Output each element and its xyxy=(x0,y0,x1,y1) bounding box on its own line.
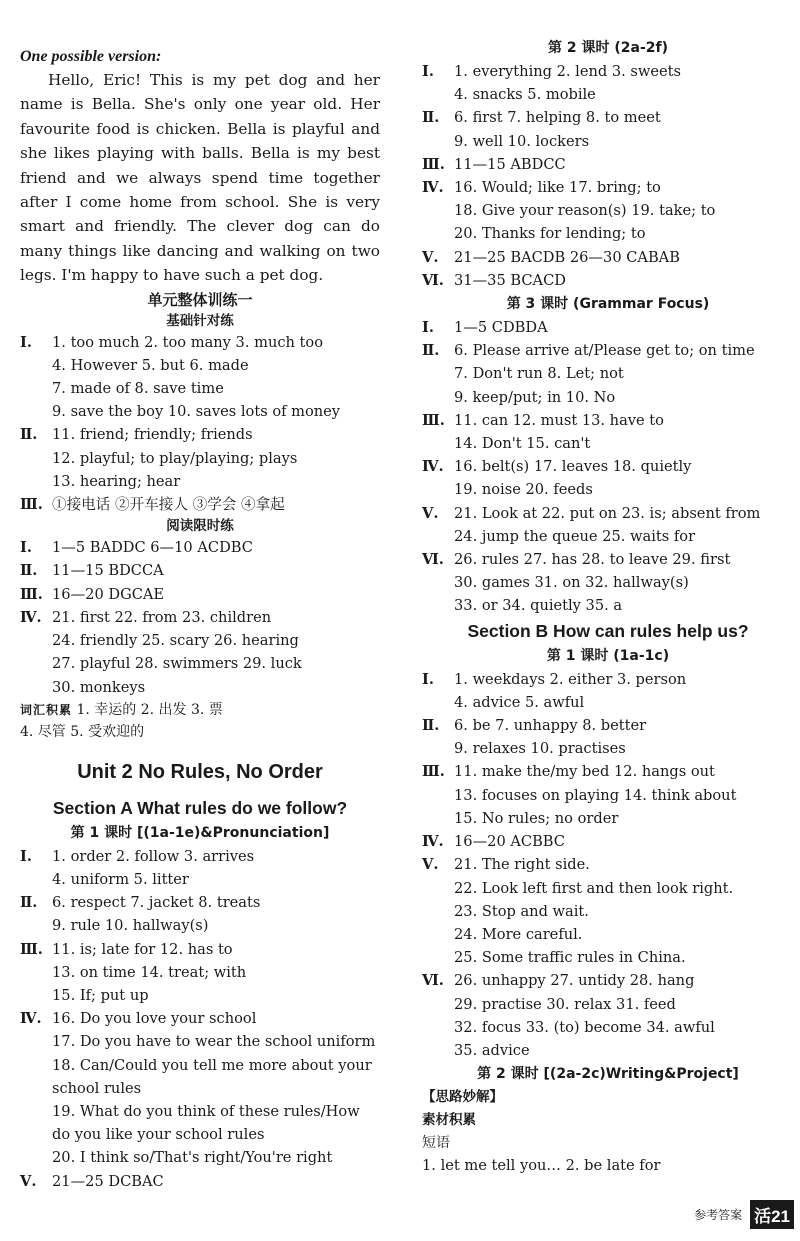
answer-text: 11. is; late for 12. has to xyxy=(52,940,233,958)
answer-row xyxy=(422,176,794,199)
question-group-number: Ⅲ. xyxy=(20,585,43,603)
question-group-number: Ⅰ. xyxy=(422,319,434,337)
answer-row xyxy=(422,548,794,571)
question-group-number xyxy=(20,447,52,470)
question-group-number xyxy=(422,993,454,1016)
question-group-number: Ⅰ. xyxy=(422,670,434,688)
answer-text: 21. Look at 22. put on 23. is; absent from xyxy=(454,504,761,522)
answer-text: 1. order 2. follow 3. arrives xyxy=(52,847,255,865)
answer-row xyxy=(20,938,380,961)
question-group-number xyxy=(422,691,454,714)
answer-text: 11—15 ABDCC xyxy=(454,155,566,173)
answer-row xyxy=(422,246,794,269)
question-group-number: Ⅱ. xyxy=(422,342,440,360)
lesson-1-title: 第 1 课时 [(1a-1e)&Pronunciation] xyxy=(70,824,330,841)
question-group-number: Ⅴ. xyxy=(20,1172,37,1190)
answer-row xyxy=(422,877,794,900)
answer-text: 32. focus 33. (to) become 34. awful xyxy=(454,1018,715,1036)
answer-text: 16—20 ACBBC xyxy=(454,833,565,851)
question-group-number: Ⅲ. xyxy=(20,940,43,958)
answer-row xyxy=(422,830,794,853)
answer-text: 26. rules 27. has 28. to leave 29. first xyxy=(454,551,731,569)
answer-row xyxy=(422,1039,794,1062)
answer-row xyxy=(20,493,380,516)
question-group-number: Ⅲ. xyxy=(422,411,445,429)
question-group-number xyxy=(20,470,52,493)
answer-text: 26. unhappy 27. untidy 28. hang xyxy=(454,972,695,990)
answer-text: 23. Stop and wait. xyxy=(454,902,589,920)
answer-row xyxy=(422,455,794,478)
answer-row xyxy=(20,536,380,559)
answer-row xyxy=(422,853,794,876)
vocab-label: 词汇积累 xyxy=(20,702,73,717)
answer-row xyxy=(20,961,380,984)
answer-row xyxy=(20,400,380,423)
answer-text: 27. playful 28. swimmers 29. luck xyxy=(52,655,302,673)
question-group-number: Ⅵ. xyxy=(422,271,444,289)
lesson-2-title: 第 2 课时 (2a-2f) xyxy=(548,40,668,56)
answer-row xyxy=(422,60,794,83)
answer-text: 9. rule 10. hallway(s) xyxy=(52,917,209,935)
answer-text: ①接电话 ②开车接人 ③学会 ④拿起 xyxy=(52,496,285,514)
answer-row xyxy=(422,1016,794,1039)
question-group-number xyxy=(422,737,454,760)
answer-text: 29. practise 30. relax 31. feed xyxy=(454,995,676,1013)
answer-text: 4. uniform 5. litter xyxy=(52,870,189,888)
answer-text: 16. Would; like 17. bring; to xyxy=(454,179,661,197)
answer-text: 13. on time 14. treat; with xyxy=(52,963,247,981)
answer-text: 24. jump the queue 25. waits for xyxy=(454,527,696,545)
answer-text: 20. Thanks for lending; to xyxy=(454,225,646,243)
answer-row xyxy=(20,354,380,377)
lesson-1-list xyxy=(20,845,380,1193)
answer-text: 13. hearing; hear xyxy=(52,472,181,490)
answer-text: 1. everything 2. lend 3. sweets xyxy=(454,63,682,80)
question-group-number xyxy=(422,199,454,222)
answer-row xyxy=(422,199,794,222)
question-group-number: Ⅱ. xyxy=(422,717,440,735)
answer-row xyxy=(422,668,794,691)
answer-text: 13. focuses on playing 14. think about xyxy=(454,786,737,804)
answer-text: 16. Do you love your school xyxy=(52,1010,257,1028)
answer-text: 9. keep/put; in 10. No xyxy=(454,388,616,406)
answer-row xyxy=(422,478,794,501)
lesson-3-title: 第 3 课时 (Grammar Focus) xyxy=(506,296,710,313)
question-group-number: Ⅳ. xyxy=(422,179,444,197)
essay-text: Hello, Eric! This is my pet dog and her name is Bella. She's only one year old. Her favourite food is chicken. Bella is playful and she likes playing with balls. Bella is my best friend and we always spend time together after I come home from school. She is very smart and friendly. The clever dog can do many things like dancing and walking on two legs. I'm happy to have such a pet dog. xyxy=(20,71,380,285)
answer-row xyxy=(422,153,794,176)
reading-practice-list xyxy=(20,536,380,698)
answer-text: 17. Do you have to wear the school uniform xyxy=(52,1033,376,1051)
reading-practice-title: 阅读限时练 xyxy=(166,518,234,535)
answer-text: 7. made of 8. save time xyxy=(52,380,224,398)
question-group-number xyxy=(422,222,454,245)
question-group-number: Ⅰ. xyxy=(422,63,434,80)
answer-row xyxy=(422,432,794,455)
answer-text: 31—35 BCACD xyxy=(454,271,566,289)
question-group-number xyxy=(20,377,52,400)
answer-text: 30. monkeys xyxy=(52,678,146,696)
question-group-number xyxy=(20,629,52,652)
answer-row xyxy=(20,606,380,629)
answer-row xyxy=(20,583,380,606)
answer-text: 21. first 22. from 23. children xyxy=(52,608,272,626)
section-a-title: Section A What rules do we follow? xyxy=(52,797,348,818)
answer-row xyxy=(422,130,794,153)
answer-text: 4. advice 5. awful xyxy=(454,693,585,711)
question-group-number: Ⅱ. xyxy=(20,894,38,912)
answer-row xyxy=(422,946,794,969)
answer-row xyxy=(20,1054,380,1100)
vocab-line-2: 4. 尽管 5. 受欢迎的 xyxy=(20,723,145,740)
answer-text: 6. Please arrive at/Please get to; on time xyxy=(454,342,755,360)
answer-row xyxy=(422,900,794,923)
answer-text: 11. friend; friendly; friends xyxy=(52,426,253,444)
lesson-b2-title: 第 2 课时 [(2a-2c)Writing&Project] xyxy=(477,1066,739,1083)
lesson-2-list xyxy=(422,60,794,292)
question-group-number: Ⅱ. xyxy=(20,426,38,444)
question-group-number xyxy=(20,652,52,675)
answer-row xyxy=(20,652,380,675)
answer-row xyxy=(422,316,794,339)
lesson-b1-list xyxy=(422,668,794,1062)
answer-row xyxy=(422,691,794,714)
footer-label: 参考答案 xyxy=(694,1208,743,1222)
vocab-note xyxy=(20,699,380,721)
question-group-number xyxy=(422,386,454,409)
answer-text: 1—5 CDBDA xyxy=(454,319,548,337)
question-group-number xyxy=(422,362,454,385)
question-group-number: Ⅲ. xyxy=(20,496,43,514)
answer-text: 19. noise 20. feeds xyxy=(454,481,593,499)
answer-row xyxy=(422,83,794,106)
answer-text: 21—25 BACDB 26—30 CABAB xyxy=(454,248,680,266)
answer-text: 21—25 DCBAC xyxy=(52,1172,164,1190)
answer-row xyxy=(20,1146,380,1169)
answer-text: 1. too much 2. too many 3. much too xyxy=(52,333,323,351)
left-column xyxy=(20,40,380,1193)
question-group-number: Ⅵ. xyxy=(422,551,444,569)
unit-title: Unit 2 No Rules, No Order xyxy=(77,760,323,783)
answer-text: 19. What do you think of these rules/How do you like your school rules xyxy=(52,1102,360,1144)
answer-text: 16. belt(s) 17. leaves 18. quietly xyxy=(454,458,692,476)
answer-text: 11. can 12. must 13. have to xyxy=(454,411,664,429)
right-column xyxy=(422,36,794,1177)
answer-row xyxy=(20,1100,380,1146)
answer-row xyxy=(20,423,380,446)
question-group-number xyxy=(422,432,454,455)
question-group-number: Ⅳ. xyxy=(422,458,444,476)
basic-practice-list xyxy=(20,331,380,517)
answer-row xyxy=(20,891,380,914)
answer-text: 11—15 BDCCA xyxy=(52,562,164,580)
page-number: 活21 xyxy=(750,1200,794,1229)
answer-row xyxy=(20,447,380,470)
answer-row xyxy=(20,559,380,582)
answer-row xyxy=(422,784,794,807)
question-group-number: Ⅳ. xyxy=(20,1010,42,1028)
answer-row xyxy=(422,993,794,1016)
question-group-number: Ⅲ. xyxy=(422,155,445,173)
question-group-number xyxy=(422,900,454,923)
essay xyxy=(20,68,380,288)
answer-text: 16—20 DGCAE xyxy=(52,585,165,603)
answer-text: 6. first 7. helping 8. to meet xyxy=(454,109,661,127)
material-label: 素材积累 xyxy=(422,1112,476,1129)
answer-text: 30. games 31. on 32. hallway(s) xyxy=(454,574,689,592)
question-group-number: Ⅴ. xyxy=(422,248,439,266)
answer-row xyxy=(422,969,794,992)
vocab-line-1: 1. 幸运的 2. 出发 3. 票 xyxy=(76,701,223,718)
question-group-number xyxy=(422,877,454,900)
question-group-number xyxy=(422,784,454,807)
answer-row xyxy=(20,914,380,937)
unit-review-title: 单元整体训练一 xyxy=(147,290,253,309)
question-group-number xyxy=(20,676,52,699)
question-group-number xyxy=(20,868,52,891)
answer-row xyxy=(422,923,794,946)
answer-text: 24. friendly 25. scary 26. hearing xyxy=(52,632,299,650)
answer-text: 20. I think so/That's right/You're right xyxy=(52,1149,333,1167)
answer-row xyxy=(422,737,794,760)
answer-text: 24. More careful. xyxy=(454,925,583,943)
question-group-number xyxy=(422,807,454,830)
answer-row xyxy=(422,269,794,292)
answer-text: 1. weekdays 2. either 3. person xyxy=(454,670,687,688)
answer-text: 9. well 10. lockers xyxy=(454,132,590,150)
question-group-number xyxy=(422,525,454,548)
answer-text: 4. However 5. but 6. made xyxy=(52,356,249,374)
essay-label: One possible version: xyxy=(20,48,162,65)
question-group-number xyxy=(422,946,454,969)
answer-row xyxy=(422,594,794,617)
basic-practice-title: 基础针对练 xyxy=(166,312,234,329)
question-group-number: Ⅰ. xyxy=(20,539,32,557)
question-group-number xyxy=(20,961,52,984)
question-group-number xyxy=(422,1039,454,1062)
answer-text: 33. or 34. quietly 35. a xyxy=(454,597,623,615)
question-group-number xyxy=(20,984,52,1007)
question-group-number xyxy=(20,1054,52,1100)
answer-text: 9. relaxes 10. practises xyxy=(454,740,626,758)
answer-row xyxy=(422,807,794,830)
answer-row xyxy=(422,525,794,548)
page-footer xyxy=(694,1200,794,1229)
question-group-number xyxy=(20,1030,52,1053)
answer-text: 18. Give your reason(s) 19. take; to xyxy=(454,202,716,220)
answer-row xyxy=(20,470,380,493)
question-group-number xyxy=(422,571,454,594)
answer-row xyxy=(422,502,794,525)
question-group-number xyxy=(20,354,52,377)
answer-row xyxy=(20,377,380,400)
answer-row xyxy=(422,339,794,362)
answer-text: 1—5 BADDC 6—10 ACDBC xyxy=(52,539,253,557)
answer-row xyxy=(422,106,794,129)
question-group-number: Ⅴ. xyxy=(422,504,439,522)
answer-row xyxy=(422,409,794,432)
question-group-number xyxy=(20,400,52,423)
answer-text: 14. Don't 15. can't xyxy=(454,435,591,453)
answer-text: 9. save the boy 10. saves lots of money xyxy=(52,403,341,421)
phrases-line: 1. let me tell you… 2. be late for xyxy=(422,1157,661,1175)
question-group-number: Ⅳ. xyxy=(20,608,42,626)
question-group-number: Ⅵ. xyxy=(422,972,444,990)
answer-text: 4. snacks 5. mobile xyxy=(454,86,596,104)
question-group-number: Ⅰ. xyxy=(20,847,32,865)
question-group-number xyxy=(422,130,454,153)
answer-row xyxy=(422,222,794,245)
answer-text: 18. Can/Could you tell me more about your school rules xyxy=(52,1056,372,1097)
answer-row xyxy=(20,629,380,652)
answer-text: 35. advice xyxy=(454,1041,530,1059)
question-group-number: Ⅳ. xyxy=(422,833,444,851)
answer-text: 21. The right side. xyxy=(454,856,590,874)
question-group-number xyxy=(422,1016,454,1039)
question-group-number xyxy=(422,83,454,106)
question-group-number xyxy=(20,1100,52,1146)
question-group-number xyxy=(20,914,52,937)
answer-row xyxy=(20,1007,380,1030)
answer-row xyxy=(422,362,794,385)
answer-row xyxy=(422,571,794,594)
answer-text: 15. No rules; no order xyxy=(454,809,619,827)
answer-text: 6. be 7. unhappy 8. better xyxy=(454,717,647,735)
question-group-number: Ⅱ. xyxy=(20,562,38,580)
lesson-3-list xyxy=(422,316,794,618)
answer-text: 11. make the/my bed 12. hangs out xyxy=(454,763,715,781)
answer-text: 15. If; put up xyxy=(52,986,149,1004)
question-group-number: Ⅲ. xyxy=(422,763,445,781)
question-group-number xyxy=(422,594,454,617)
answer-text: 7. Don't run 8. Let; not xyxy=(454,365,624,383)
question-group-number xyxy=(20,1146,52,1169)
answer-row xyxy=(20,676,380,699)
question-group-number: Ⅴ. xyxy=(422,856,439,874)
question-group-number: Ⅰ. xyxy=(20,333,32,351)
answer-text: 6. respect 7. jacket 8. treats xyxy=(52,894,261,912)
answer-row xyxy=(422,714,794,737)
phrases-label: 短语 xyxy=(422,1135,450,1152)
section-b-title: Section B How can rules help us? xyxy=(467,620,749,641)
question-group-number xyxy=(422,923,454,946)
answer-text: 22. Look left first and then look right. xyxy=(454,879,734,897)
answer-row xyxy=(20,868,380,891)
lesson-b1-title: 第 1 课时 (1a-1c) xyxy=(546,647,670,664)
answer-row xyxy=(422,386,794,409)
answer-text: 25. Some traffic rules in China. xyxy=(454,949,686,967)
tips-label: 【思路妙解】 xyxy=(422,1089,503,1106)
answer-row xyxy=(20,984,380,1007)
question-group-number: Ⅱ. xyxy=(422,109,440,127)
answer-row xyxy=(20,845,380,868)
answer-row xyxy=(20,1170,380,1193)
answer-text: 12. playful; to play/playing; plays xyxy=(52,449,298,467)
question-group-number xyxy=(422,478,454,501)
answer-row xyxy=(422,760,794,783)
answer-row xyxy=(20,1030,380,1053)
answer-row xyxy=(20,331,380,354)
